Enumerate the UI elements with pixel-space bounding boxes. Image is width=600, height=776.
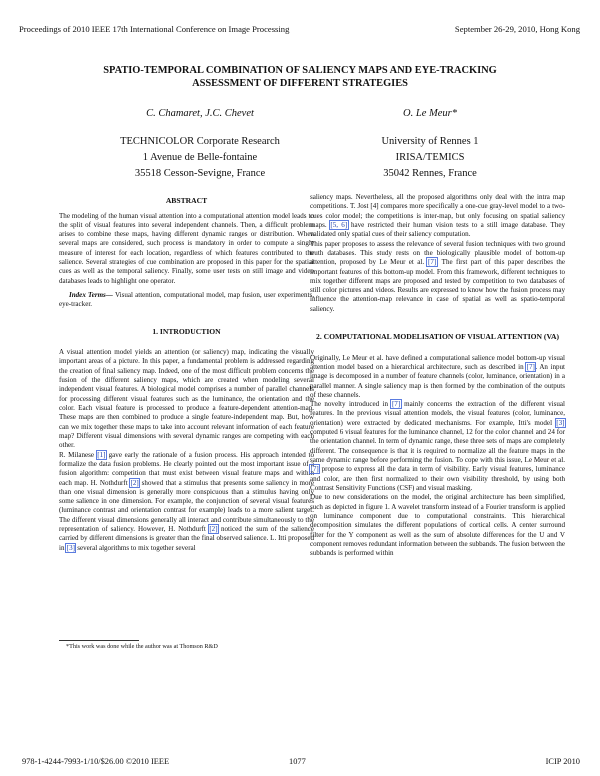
index-terms-text: Visual attention, computational model, map fusion, user experiments, eye-tracker.: [59, 291, 314, 309]
text-run: mainly concerns the extraction of the different visual features. In the previous visual attention models, the visual features (color, luminance, orientation) were extracted by dedicated mechanisms. For example, Itti's model: [310, 400, 565, 427]
intro-paragraph-1: A visual attention model yields an attention (or saliency) map, indicating the visually important areas of a picture. In this paper, a fundamental problem is addressed regarding the creation of final saliency map. Indeed, one of the most difficult problem concerns the fusion of the different saliency maps, which are created when modeling several independent visual features. A biological model comprises a number of parallel channels for processing different visual features such as the luminance, the orientation and the color. Each visual feature is processed to produce a feature-dependent attention-map. These maps are then combined to produce a single feature-independent map. But, how can we mix together these maps to take into account relevant information of each feature map? Different visual dimensions with several dynamic ranges are competing with each other.: [59, 348, 314, 450]
text-run: showed that a stimulus that presents some saliency in more than one visual dimension is generally more conspicuous than a stimulus having only some salience in one dimension. For example, the conjunction of several visual features (luminance contrast and orientation contrast for example) leads to a more salient target. The different visual dimensions generally all interact and contribute simultaneously to the representation of saliency. However, H. Nothdurft: [59, 478, 314, 534]
abstract-text: The modeling of the human visual attention into a computational attention model leads to the split of visual features into several independent channels. Then, a difficult problem arises to combine these maps, having different dynamic ranges or distribution. When several maps are considered, such process is mandatory in order to compute a single measure of interest for each location, regardless of which features contributed to the salience. Several strategies of cue combination are proposed in this paper for the spatial cues as well as the temporal saliency. Finally, some user tests on still image and video databases leads to highlight one operator.: [59, 211, 314, 285]
citation-link[interactable]: [2]: [130, 478, 139, 487]
author-block-2: [330, 106, 530, 182]
footer-conference: ICIP 2010: [545, 757, 580, 766]
body-paragraph: [310, 354, 565, 401]
section-heading-introduction: 1. INTRODUCTION: [152, 326, 221, 336]
footer-isbn: 978-1-4244-7993-1/10/$26.00 ©2010 IEEE: [22, 757, 170, 766]
left-column: [59, 196, 314, 553]
text-run: Originally, Le Meur et al. have defined a computational salience model bottom-up visual attention model based on a hierarchical architecture, such as described in: [310, 353, 565, 371]
citation-link[interactable]: [7]: [391, 400, 401, 409]
text-run: several algorithms to mix together several: [75, 543, 196, 552]
running-header-left: Proceedings of 2010 IEEE 17th International Conference on Image Processing: [19, 24, 290, 34]
text-run: noticed the sum of the salience carried by different dimensions is greater than the final observed salience. L. Itti proposed in: [59, 525, 315, 552]
body-paragraph: [310, 193, 565, 240]
text-run: The novelty introduced in: [310, 400, 392, 409]
title-line-1: SPATIO-TEMPORAL COMBINATION OF SALIENCY MAPS AND EYE-TRACKING: [103, 65, 497, 76]
affiliation-line: 1 Avenue de Belle-fontaine: [142, 152, 258, 163]
citation-link[interactable]: [7]: [526, 362, 535, 371]
text-run: computed 6 visual features for the luminance channel, 12 for the color channel and 24 for the orientation channel. In term of dynamic range, these three sets of maps are completely different. The consequence is that it is required to normalize all the feature maps in the same dynamic range before performing the fusion. To cope with this issue, Le Meur et al.: [310, 428, 565, 464]
text-run: propose to express all the data in term of visibility. Early visual features, luminance and color, are then first normalized to their own visibility threshold, by using both Contrast Sensitivity Functions (CSF) and visual masking.: [310, 465, 565, 492]
index-terms: [59, 291, 314, 310]
paper-title: [60, 64, 540, 90]
footer-page-number: 1077: [289, 757, 306, 766]
text-run: gave early the rationale of a fusion process. His approach intended to formalize the data fusion problems. He clearly pointed out the most important issue of a fusion algorithm: competition that must exist between visual feature maps and within each map. H. Nothdurft: [59, 450, 314, 487]
index-terms-label: Index Terms—: [69, 291, 113, 299]
affiliation-line: IRISA/TEMICS: [395, 152, 465, 163]
text-run: . An input image is decomposed in a number of feature channels (color, luminance, orientation) in a parallel manner. A single saliency map is then formed by the combination of the outputs of these channels.: [310, 362, 565, 399]
abstract-heading: ABSTRACT: [165, 196, 208, 205]
text-run: saliency maps. Nevertheless, all the proposed algorithms only deal with the intra map competitions. T. Jost [4] compares more specifically a one-cue gray-level model to a two-cues color model; the competitions is inter-map, but only focusing on spatial saliency maps.: [310, 193, 565, 229]
right-column: [310, 193, 565, 558]
citation-link[interactable]: [1]: [97, 450, 106, 459]
text-run: have restricted their human vision tests to a still image database. They validated only spatial cues of their saliency computation.: [310, 220, 566, 239]
footnote: *This work was done while the author was at Thomson R&D: [66, 643, 218, 650]
title-line-2: ASSESSMENT OF DIFFERENT STRATEGIES: [192, 78, 408, 89]
affiliation-line: 35042 Rennes, France: [383, 168, 477, 179]
citation-link[interactable]: [3]: [66, 543, 75, 552]
body-paragraph: [310, 400, 565, 493]
affiliation-line: 35518 Cesson-Sevigne, France: [134, 168, 266, 179]
body-paragraph: Due to new considerations on the model, the original architecture has been simplified, such as depicted in figure 1. A wavelet transform instead of a Fourier transform is applied on luminance component due to computational constraints. This hierarchical decomposition simulates the different populations of cortical cells. A center surround filter for the Y component as well as the sum of absolute differences for the U and V component removes redundant information between the subbands. The fusion between the subbands is performed within: [310, 493, 565, 558]
author-block-1: [80, 106, 320, 182]
section-heading-modelisation: 2. COMPUTATIONAL MODELISATION OF VISUAL ATTENTION (VA): [316, 332, 559, 342]
citation-link[interactable]: [3]: [556, 418, 565, 427]
intro-paragraph-2: [59, 451, 314, 553]
citation-link[interactable]: [7]: [427, 258, 437, 267]
citation-link[interactable]: [7]: [310, 465, 319, 474]
affiliation-line: University of Rennes 1: [381, 136, 479, 147]
author-names: O. Le Meur*: [403, 108, 457, 119]
citation-link[interactable]: [2]: [209, 525, 218, 534]
author-names: C. Chamaret, J.C. Chevet: [146, 108, 254, 119]
running-header-right: September 26-29, 2010, Hong Kong: [454, 24, 580, 34]
body-paragraph: [310, 240, 565, 315]
affiliation-line: TECHNICOLOR Corporate Research: [120, 136, 280, 147]
text-run: . The first part of this paper describes the important features of this bottom-up model. From this framework, different techniques to mix together different maps are proposed and tested by competition to two databases of still color pictures and videos. Results are expressed to know how the fusion process may influence the attention-map relevance in case of spatial as well as spatio-temporal saliency.: [310, 258, 565, 313]
citation-link[interactable]: [5, 6]: [330, 220, 348, 229]
footnote-rule: [59, 640, 139, 641]
text-run: R. Milanese: [59, 450, 97, 459]
text-run: This paper proposes to assess the relevance of several fusion techniques with two ground truth databases. This study rests on the biologically plausible model of bottom-up attention, proposed by Le Meur et al.: [310, 239, 565, 267]
